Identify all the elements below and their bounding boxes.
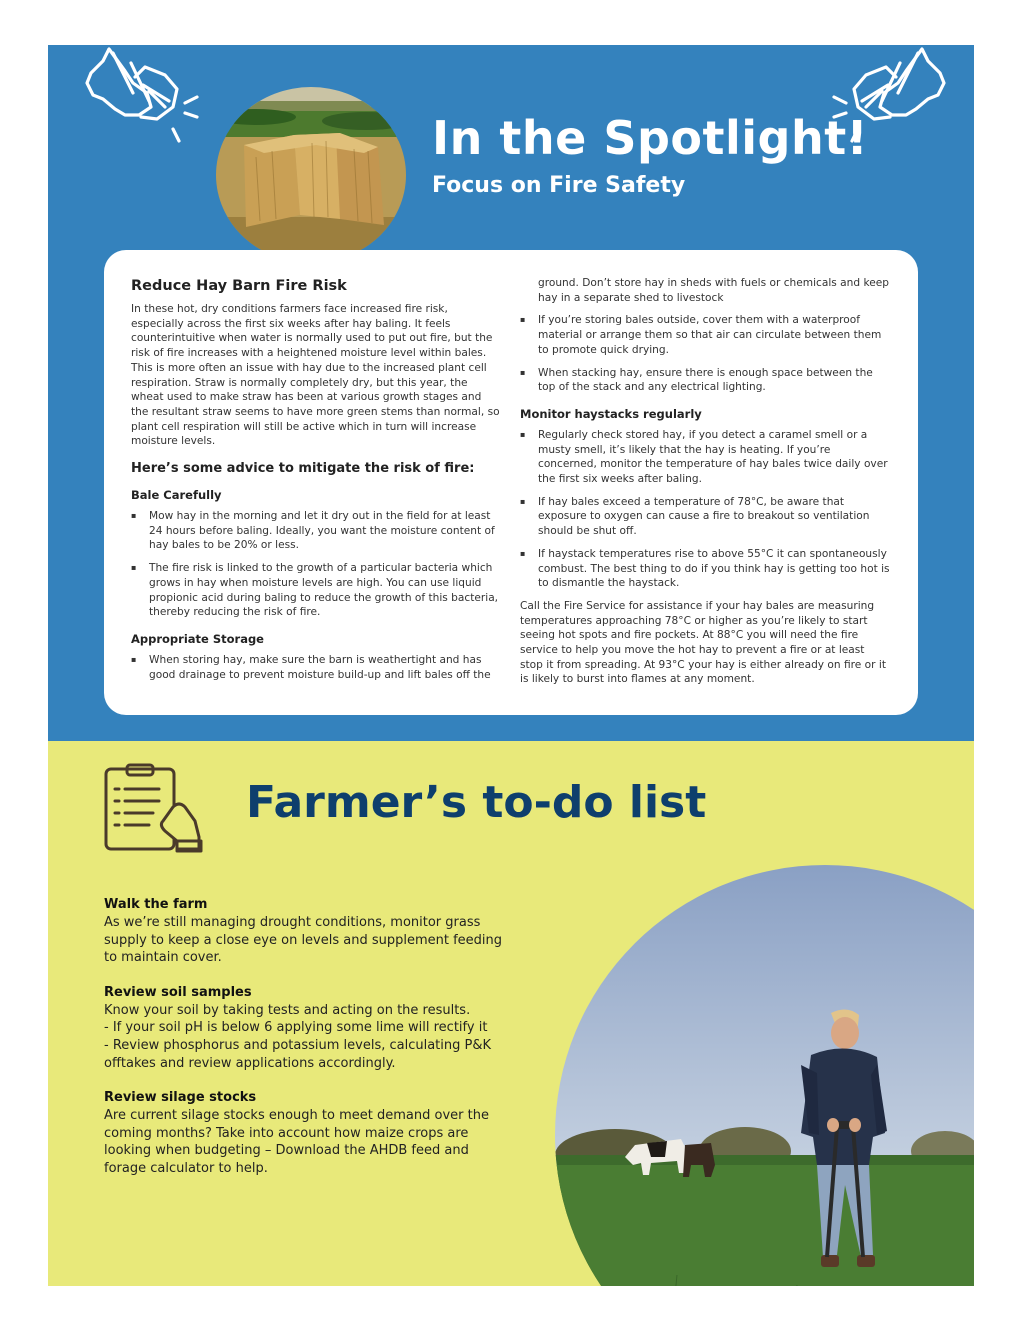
article-right-column bbox=[520, 276, 890, 687]
todo-item-heading: Review soil samples bbox=[104, 984, 252, 1000]
todo-item-text: Know your soil by taking tests and acting on the results. bbox=[104, 1002, 471, 1018]
bale-list bbox=[131, 509, 501, 620]
article-closing: Call the Fire Service for assistance if your hay bales are measuring temperatures approaching 78°C or higher as you’re likely to start seeing hot spots and fire pockets. At 88°C you will need the fire service to help you move the hot hay to prevent a fire or at least stop it from spreading. At 93°C your hay is either already on fire or it is likely to burst into flames at any moment. bbox=[520, 599, 886, 686]
storage-heading: Appropriate Storage bbox=[131, 631, 264, 646]
article-intro: In these hot, dry conditions farmers face increased fire risk, especially across the first six weeks after hay baling. It feels counterintuitive when water is normally used to put out fire, but the risk of fire increases with a heightened moisture level within bales. This is more often an issue with hay due to the increased plant cell respiration. Straw is normally completely dry, but this year, the wheat used to make straw has been at various growth stages and the resultant straw seems to have more green stems than normal, so plant cell respiration will still be active which in turn will increase moisture levels. bbox=[131, 303, 500, 448]
todo-item-soil bbox=[104, 985, 504, 1072]
todo-item-text: - If your soil pH is below 6 applying some lime will rectify it bbox=[104, 1020, 488, 1036]
article-heading: Reduce Hay Barn Fire Risk bbox=[131, 278, 347, 294]
todo-title: Farmer’s to-do list bbox=[246, 777, 707, 828]
farmer-field-photo bbox=[555, 865, 974, 1286]
bale-heading: Bale Carefully bbox=[131, 488, 222, 503]
hay-bales-photo bbox=[216, 87, 406, 263]
spotlight-section bbox=[48, 45, 974, 741]
article-left-column bbox=[131, 278, 501, 690]
todo-item-text: As we’re still managing drought conditions, monitor grass supply to keep a close eye on levels and supplement feeding to maintain cover. bbox=[104, 915, 503, 966]
todo-item-walk bbox=[104, 897, 504, 967]
todo-section bbox=[48, 741, 974, 1286]
clipboard-icon bbox=[103, 763, 205, 853]
todo-item-text: Are current silage stocks enough to meet demand over the coming months? Take into account how maize crops are looking when budgeting – Download the AHDB feed and forage calculator to help. bbox=[104, 1108, 489, 1176]
spotlight-title: In the Spotlight! bbox=[432, 111, 869, 165]
list-item: ▪ If hay bales exceed a temperature of 78°C, be aware that exposure to oxygen can cause a fire to breakout so ventilation should be shut off. bbox=[520, 495, 890, 539]
todo-item-silage bbox=[104, 1090, 504, 1177]
list-item: ▪ Mow hay in the morning and let it dry out in the field for at least 24 hours before baling. Ideally, you want the moisture content of hay bales to be 20% or less. bbox=[131, 509, 501, 553]
spotlight-subtitle: Focus on Fire Safety bbox=[432, 173, 686, 198]
monitor-list bbox=[520, 428, 890, 591]
monitor-heading: Monitor haystacks regularly bbox=[520, 406, 702, 421]
list-item: ▪ When stacking hay, ensure there is enough space between the top of the stack and any electrical lighting. bbox=[520, 366, 890, 395]
todo-item-heading: Walk the farm bbox=[104, 897, 208, 912]
list-item: ▪ If haystack temperatures rise to above 55°C it can spontaneously combust. The best thing to do if you think hay is getting too hot is to dismantle the haystack. bbox=[520, 547, 890, 591]
advice-heading: Here’s some advice to mitigate the risk of fire: bbox=[131, 461, 475, 477]
list-item: ▪ Regularly check stored hay, if you detect a caramel smell or a musty smell, it’s likely that the hay is heating. If you’re concerned, monitor the temperature of hay bales twice daily over the first six weeks after baling. bbox=[520, 428, 890, 487]
storage-bullet-continued: ground. Don’t store hay in sheds with fuels or chemicals and keep hay in a separate shed to livestock bbox=[538, 277, 889, 304]
list-item: ▪ The fire risk is linked to the growth of a particular bacteria which grows in hay when moisture levels are high. You can use liquid propionic acid during baling to reduce the growth of this bacteria, thereby reducing the risk of fire. bbox=[131, 561, 501, 620]
storage-list-start bbox=[131, 653, 501, 682]
article-card bbox=[104, 250, 918, 715]
newsletter-page bbox=[48, 45, 974, 1286]
storage-list bbox=[520, 313, 890, 395]
spotlight-icon bbox=[73, 45, 213, 160]
todo-item-heading: Review silage stocks bbox=[104, 1090, 257, 1106]
list-item: ▪ If you’re storing bales outside, cover them with a waterproof material or arrange them so that air can circulate between them to promote quick drying. bbox=[520, 313, 890, 357]
list-item: ▪ When storing hay, make sure the barn is weathertight and has good drainage to prevent moisture build-up and lift bales off the bbox=[131, 653, 501, 682]
todo-list bbox=[104, 897, 504, 1196]
todo-item-text: - Review phosphorus and potassium levels, calculating P&K offtakes and review applications accordingly. bbox=[104, 1037, 492, 1071]
